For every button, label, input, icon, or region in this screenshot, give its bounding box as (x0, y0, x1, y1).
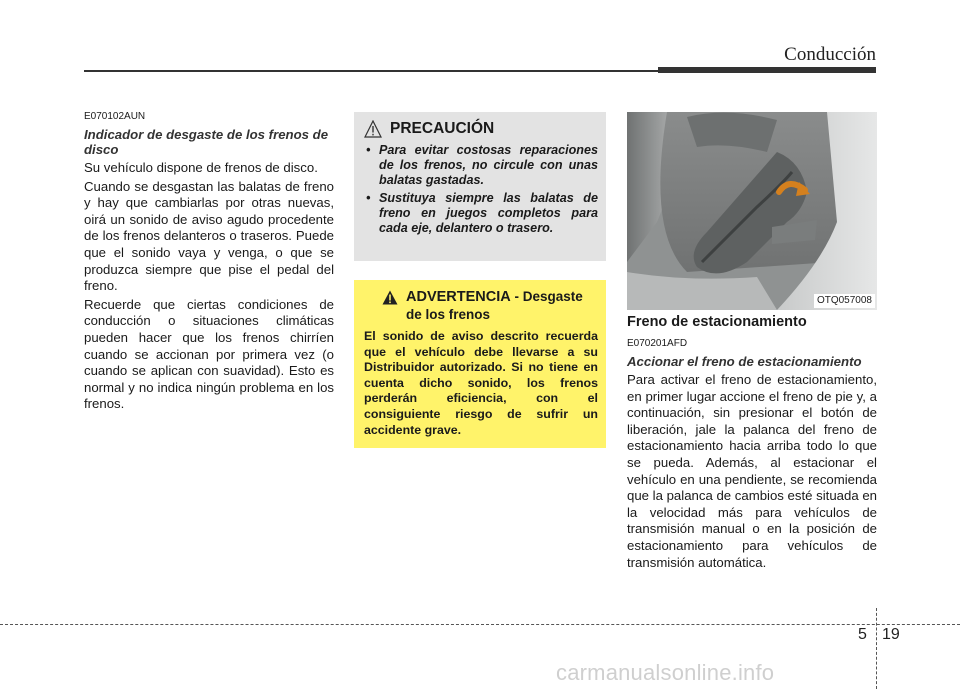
chapter-number: 5 (858, 626, 867, 643)
caution-item (364, 143, 598, 188)
bullet-icon: • (366, 191, 371, 205)
footer-divider (876, 608, 877, 689)
section-subheading: Accionar el freno de estacionamiento (627, 354, 862, 369)
footer-rule (0, 624, 960, 625)
paragraph: Para activar el freno de estacionamiento, en primer lugar accione el freno de pie y, a continuación, sin presionar el botón de liberación, jale la palanca del freno de estacionamiento hacia arriba todo lo que se pueda. Además, al estacionar el vehículo en una pendiente, se recomienda que la palanca de cambios esté situada en la velocidad más para vehículos de transmisión manual o en la posición de estacionamiento para vehículos de transmisión automática. (627, 372, 878, 570)
bullet-icon: • (366, 143, 371, 157)
warning-triangle-filled-icon (382, 290, 398, 305)
caution-title-text: PRECAUCIÓN (390, 120, 495, 137)
right-column (627, 313, 877, 573)
caution-item-text: Sustituya siempre las balatas de freno en juegos completos para cada eje, delantero o trasero. (379, 191, 598, 235)
warning-body: El sonido de aviso descrito recuerda que el vehículo debe llevarse a su Distribuidor autorizado. Si no tiene en cuenta dicho sonido, los frenos perderán eficiencia, con el consiguiente riesgo de sufrir un accidente grave. (364, 329, 598, 437)
section-code: E070102AUN (84, 111, 146, 122)
section-code: E070201AFD (627, 338, 688, 349)
paragraph: Recuerde que ciertas condiciones de conducción o situaciones climáticas pueden hacer que los frenos chirríen cuando se accionan por primera vez (o cuando se aplican con suavidad). Esto es normal y no indica ningún problema en los frenos. (84, 296, 334, 412)
caution-title (364, 120, 598, 138)
header-rule-thick (658, 67, 876, 73)
paragraph: Cuando se desgastan las balatas de freno y hay que cambiarlas por otras nuevas, oirá un sonido de aviso agudo procedente de los frenos delanteros o traseros. Puede que el sonido vaya y venga, o que se produzca siempre que pise el pedal del freno. (84, 178, 334, 294)
section-heading: Freno de estacionamiento (627, 314, 807, 330)
caution-item (364, 191, 598, 236)
header-rule (84, 70, 658, 72)
parking-brake-photo (627, 112, 877, 310)
watermark: carmanualsonline.info (556, 660, 775, 685)
caution-list (364, 143, 598, 236)
image-label: OTQ057008 (814, 294, 875, 308)
left-column (84, 110, 334, 415)
caution-item-text: Para evitar costosas reparaciones de los frenos, no circule con unas balatas gastadas. (379, 143, 598, 187)
warning-title (364, 288, 598, 324)
caution-box (354, 112, 606, 261)
warning-box (354, 280, 606, 448)
parking-brake-illustration (627, 112, 877, 310)
caution-triangle-outline-icon (364, 120, 382, 138)
page-number: 19 (882, 626, 900, 643)
page-header-title: Conducción (784, 44, 876, 65)
paragraph: Su vehículo dispone de frenos de disco. (84, 160, 318, 175)
warning-title-main: ADVERTENCIA (406, 289, 511, 305)
warning-title-sub: - Desgaste de los frenos (406, 289, 583, 322)
section-subheading: Indicador de desgaste de los frenos de disco (84, 127, 329, 157)
warning-title-text (406, 288, 598, 324)
